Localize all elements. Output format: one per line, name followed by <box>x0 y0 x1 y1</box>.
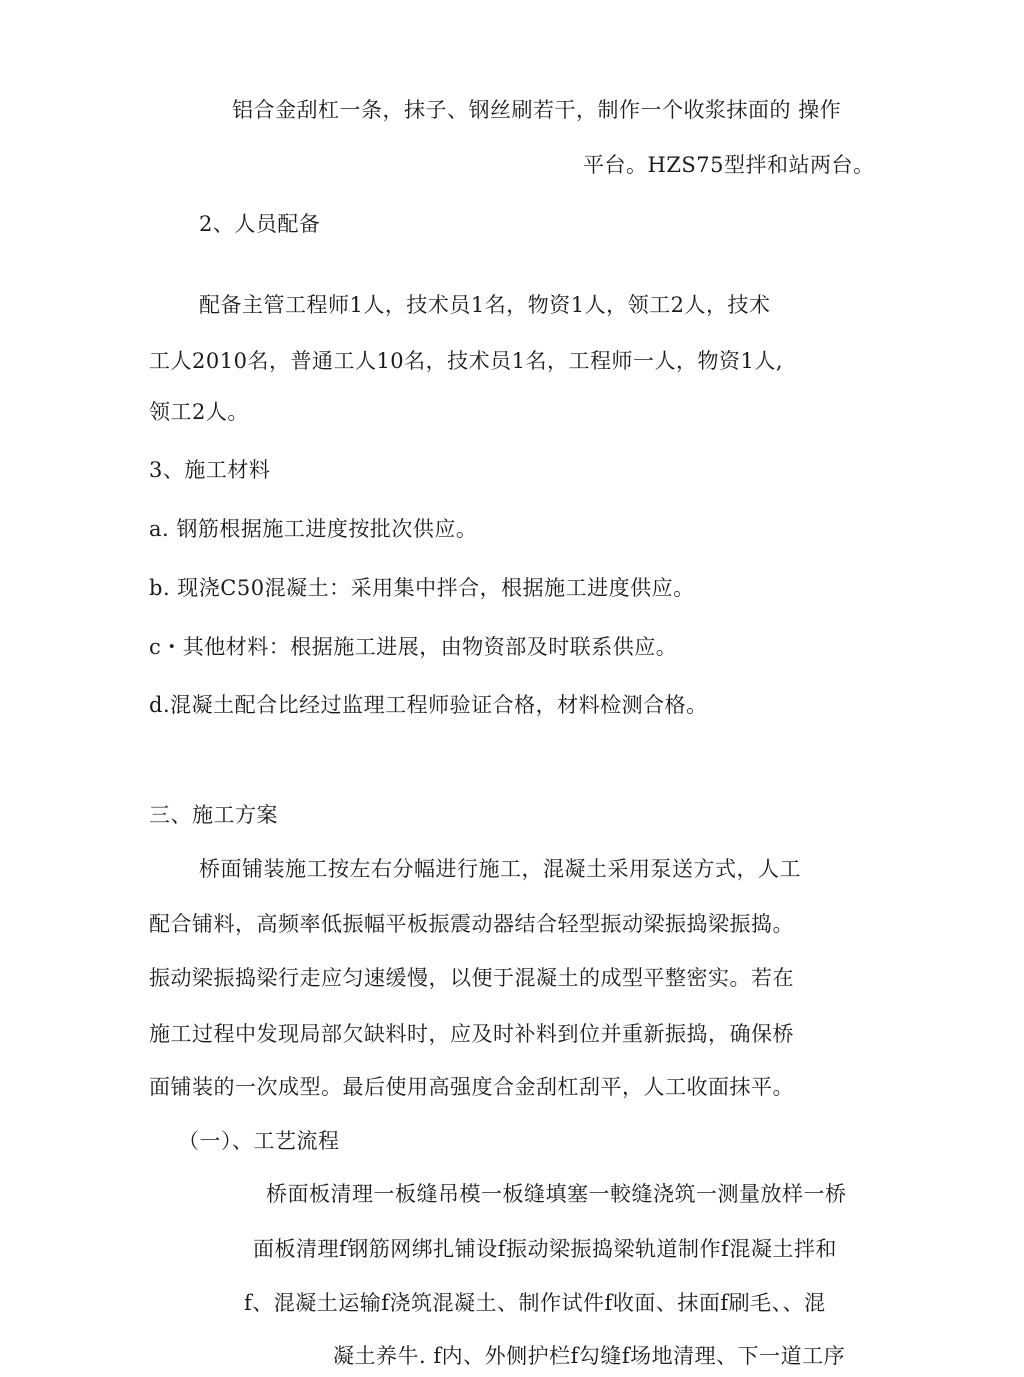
section-heading: 2、人员配备 <box>199 212 321 236</box>
section-heading: 3、施工材料 <box>149 458 271 482</box>
chapter-heading: 三、施工方案 <box>149 803 278 827</box>
paragraph-line: 面铺装的一次成型。最后使用高强度合金刮杠刮平，人工收面抹平。 <box>149 1075 794 1099</box>
paragraph-line: 平台。HZS75型拌和站两台。 <box>583 153 875 177</box>
list-item: c・其他材料：根据施工进展，由物资部及时联系供应。 <box>149 635 678 659</box>
paragraph-line: 配合铺料，高频率低振幅平板振震动器结合轻型振动梁振捣梁振捣。 <box>149 912 794 936</box>
process-flow-line: 面板清理f钢筋网绑扎铺设f振动梁振捣梁轨道制作f混凝土拌和 <box>253 1237 837 1261</box>
list-item: a. 钢筋根据施工进度按批次供应。 <box>149 517 478 541</box>
list-item: b. 现浇C50混凝土：采用集中拌合，根据施工进度供应。 <box>149 576 695 600</box>
subsection-heading: （一）、工艺流程 <box>178 1129 340 1153</box>
process-flow-line: 凝土养牛. f内、外侧护栏f勾缝f场地清理、下一道工序 <box>333 1344 846 1368</box>
paragraph-line: 振动梁振捣梁行走应匀速缓慢，以便于混凝土的成型平整密实。若在 <box>149 966 794 990</box>
paragraph-line: 桥面铺装施工按左右分幅进行施工，混凝土采用泵送方式，人工 <box>199 857 801 881</box>
paragraph-line: 施工过程中发现局部欠缺料时，应及时补料到位并重新振捣，确保桥 <box>149 1022 794 1046</box>
paragraph-line: 工人2010名，普通工人10名，技术员1名，工程师一人，物资1人, <box>149 349 784 373</box>
paragraph-line: 铝合金刮杠一条，抹子、钢丝刷若干，制作一个收浆抹面的 操作 <box>232 98 842 122</box>
process-flow-line: 桥面板清理一板缝吊模一板缝填塞一較缝浇筑一测量放样一桥 <box>266 1182 847 1206</box>
paragraph-line: 配备主管工程师1人，技术员1名，物资1人，领工2人，技术 <box>199 293 771 317</box>
list-item: d.混凝土配合比经过监理工程师验证合格，材料检测合格。 <box>149 693 708 717</box>
paragraph-line: 领工2人。 <box>149 400 249 424</box>
process-flow-line: f、混凝土运输f浇筑混凝土、制作试件f收面、抹面f刷毛、、混 <box>244 1291 826 1315</box>
